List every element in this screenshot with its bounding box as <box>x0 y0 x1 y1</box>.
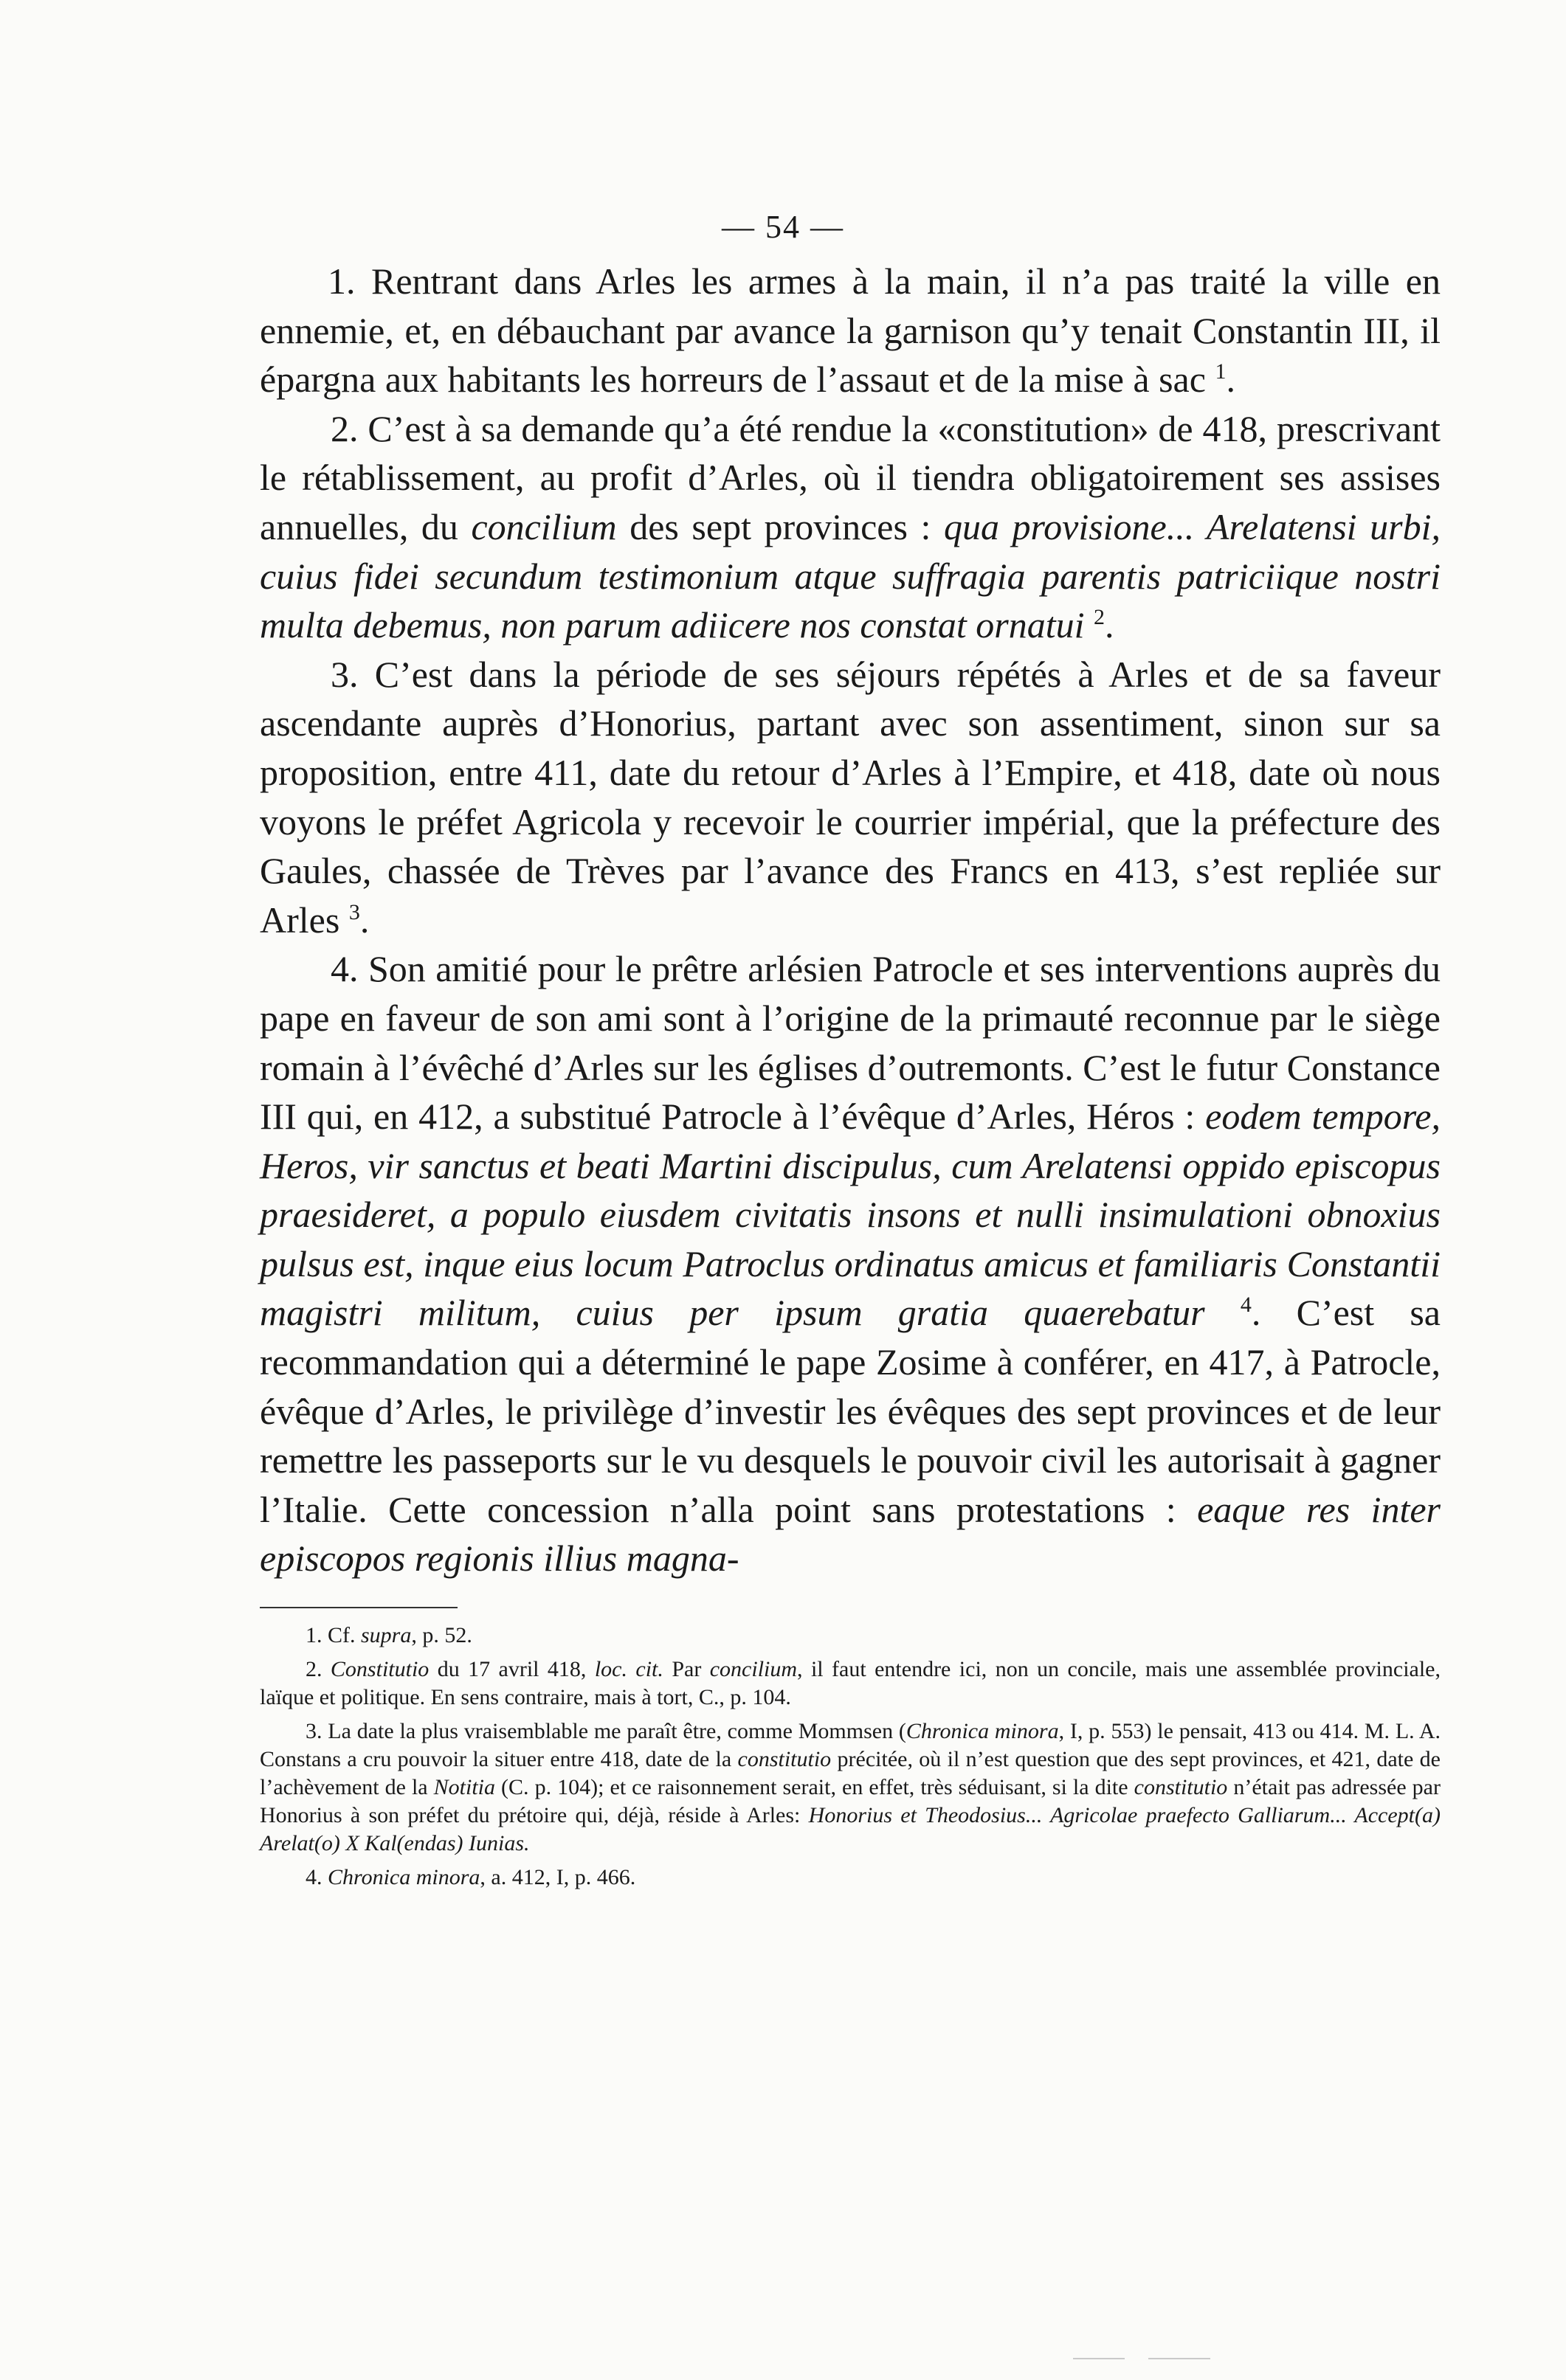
text-run: 4. Son amitié pour le prêtre arlésien Patrocle et ses interventions auprès du pape en faveur de son ami sont à l’origine de la primauté reconnue par le siège romain à l’évêché d’Arles sur les églises d’outremonts. C’est le futur Constance III qui, en 412, a substitué Patrocle à l’évêque d’Arles, Héros : <box>260 948 1441 1138</box>
italic-text: Chronica minora <box>328 1865 480 1889</box>
text-run: Par <box>663 1657 710 1681</box>
text-run: . <box>1105 604 1114 646</box>
text-run: 1. Cf. <box>306 1623 361 1647</box>
scan-speck <box>1148 2358 1210 2359</box>
footnotes <box>260 1622 1441 1898</box>
note-reference: 3 <box>348 899 360 924</box>
paragraph-3 <box>260 650 1441 945</box>
main-text <box>260 257 1441 1583</box>
note-reference: 4 <box>1240 1293 1252 1318</box>
italic-text: Constitutio <box>330 1657 430 1681</box>
text-run: 4. <box>306 1865 328 1889</box>
footnote-separator <box>260 1607 458 1608</box>
text-run: , I, p. 553) le pensait, 413 ou 414. M. L. A. Constans a cru pouvoir la situer entre 418, date de la <box>260 1719 1441 1771</box>
italic-text: concilium <box>709 1657 798 1681</box>
text-run: 3. La date la plus vraisemblable me paraît être, comme Mommsen ( <box>306 1719 906 1743</box>
text-run: 2. C’est à sa demande qu’a été rendue la «constitution» de 418, prescrivant le rétablissement, au profit d’Arles, où il tiendra obligatoirement ses assises annuelles, du <box>260 407 1441 547</box>
note-reference: 1 <box>1215 359 1227 384</box>
text-run: (C. p. 104); et ce raisonnement serait, en effet, très séduisant, si la dite <box>495 1775 1134 1799</box>
text-run <box>1085 604 1094 646</box>
italic-text: Notitia <box>433 1775 496 1799</box>
text-run: , il faut entendre ici, non un concile, mais une assemblée provinciale, laïque et politique. En sens contraire, mais à tort, C., p. 104. <box>260 1657 1441 1709</box>
italic-text: loc. cit. <box>594 1657 663 1681</box>
italic-text: supra <box>361 1623 412 1647</box>
note-reference: 2 <box>1094 605 1105 630</box>
italic-text: Honorius et Theodosius... Agricolae praefecto Galliarum... Accept(a) Arelat(o) X Kal(endas) Iunias. <box>260 1803 1441 1855</box>
text-run: n’était pas adressée par Honorius à son préfet du prétoire qui, déjà, réside à Arles: <box>260 1775 1441 1827</box>
footnote-1 <box>260 1622 1441 1650</box>
text-run: 2. <box>306 1657 331 1681</box>
text-run: 1. Rentrant dans Arles les armes à la main, il n’a pas traité la ville en ennemie, et, en débauchant par avance la garnison qu’y tenait Constantin III, il épargna aux habitants les horreurs de l’assaut et de la mise à sac <box>260 260 1441 401</box>
footnote-4 <box>260 1864 1441 1892</box>
italic-text: Chronica minora <box>906 1719 1059 1743</box>
paragraph-4 <box>260 944 1441 1583</box>
italic-text: eodem tempore, Heros, vir sanctus et beati Martini discipulus, cum Arelatensi oppido episcopus praesideret, a populo eiusdem civitatis insons et nulli insimulationi obnoxius pulsus est, inque eius locum Patroclus ordinatus amicus et familiaris Constantii magistri militum, cuius per ipsum gratia quaerebatur <box>260 1096 1441 1334</box>
text-run: . <box>1226 359 1235 401</box>
text-run: , a. 412, I, p. 466. <box>480 1865 636 1889</box>
footnote-2 <box>260 1656 1441 1712</box>
italic-text: qua provisione... Arelatensi urbi, cuius fidei secundum testimonium atque suffragia parentis patriciique nostri multa debemus, non parum adiicere nos constat ornatui <box>260 505 1441 646</box>
paragraph-1 <box>260 257 1441 404</box>
italic-text: concilium <box>471 505 617 547</box>
text-run: des sept provinces : <box>616 505 944 547</box>
text-run: 3. C’est dans la période de ses séjours répétés à Arles et de sa faveur ascendante auprès d’Honorius, partant avec son assentiment, sinon sur sa proposition, entre 411, date du retour d’Arles à l’Empire, et 418, date où nous voyons le préfet Agricola y recevoir le courrier impérial, que la préfecture des Gaules, chassée de Trèves par l’avance des Francs en 413, s’est repliée sur Arles <box>260 653 1441 941</box>
paragraph-2 <box>260 404 1441 650</box>
text-run: précitée, où il n’est question que des sept provinces, et 421, date de l’achèvement de la <box>260 1747 1441 1799</box>
italic-text: constitutio <box>737 1747 832 1771</box>
text-run: . <box>359 899 370 941</box>
text-run <box>1205 1292 1241 1333</box>
footnote-3 <box>260 1717 1441 1858</box>
italic-text: eaque res inter episcopos regionis illius magna- <box>260 1488 1441 1580</box>
text-run: du 17 avril 418, <box>429 1657 595 1681</box>
scan-speck <box>1073 2358 1125 2359</box>
text-run: . C’est sa recommandation qui a déterminé le pape Zosime à conférer, en 417, à Patrocle, évêque d’Arles, le privilège d’investir les évêques des sept provinces et de leur remettre les passeports sur le vu desquels le pouvoir civil les autorisait à gagner l’Italie. Cette concession n’alla point sans protestations : <box>260 1292 1441 1530</box>
text-run: , p. 52. <box>411 1623 472 1647</box>
italic-text: constitutio <box>1134 1775 1228 1799</box>
page-number: — 54 — <box>722 209 844 245</box>
